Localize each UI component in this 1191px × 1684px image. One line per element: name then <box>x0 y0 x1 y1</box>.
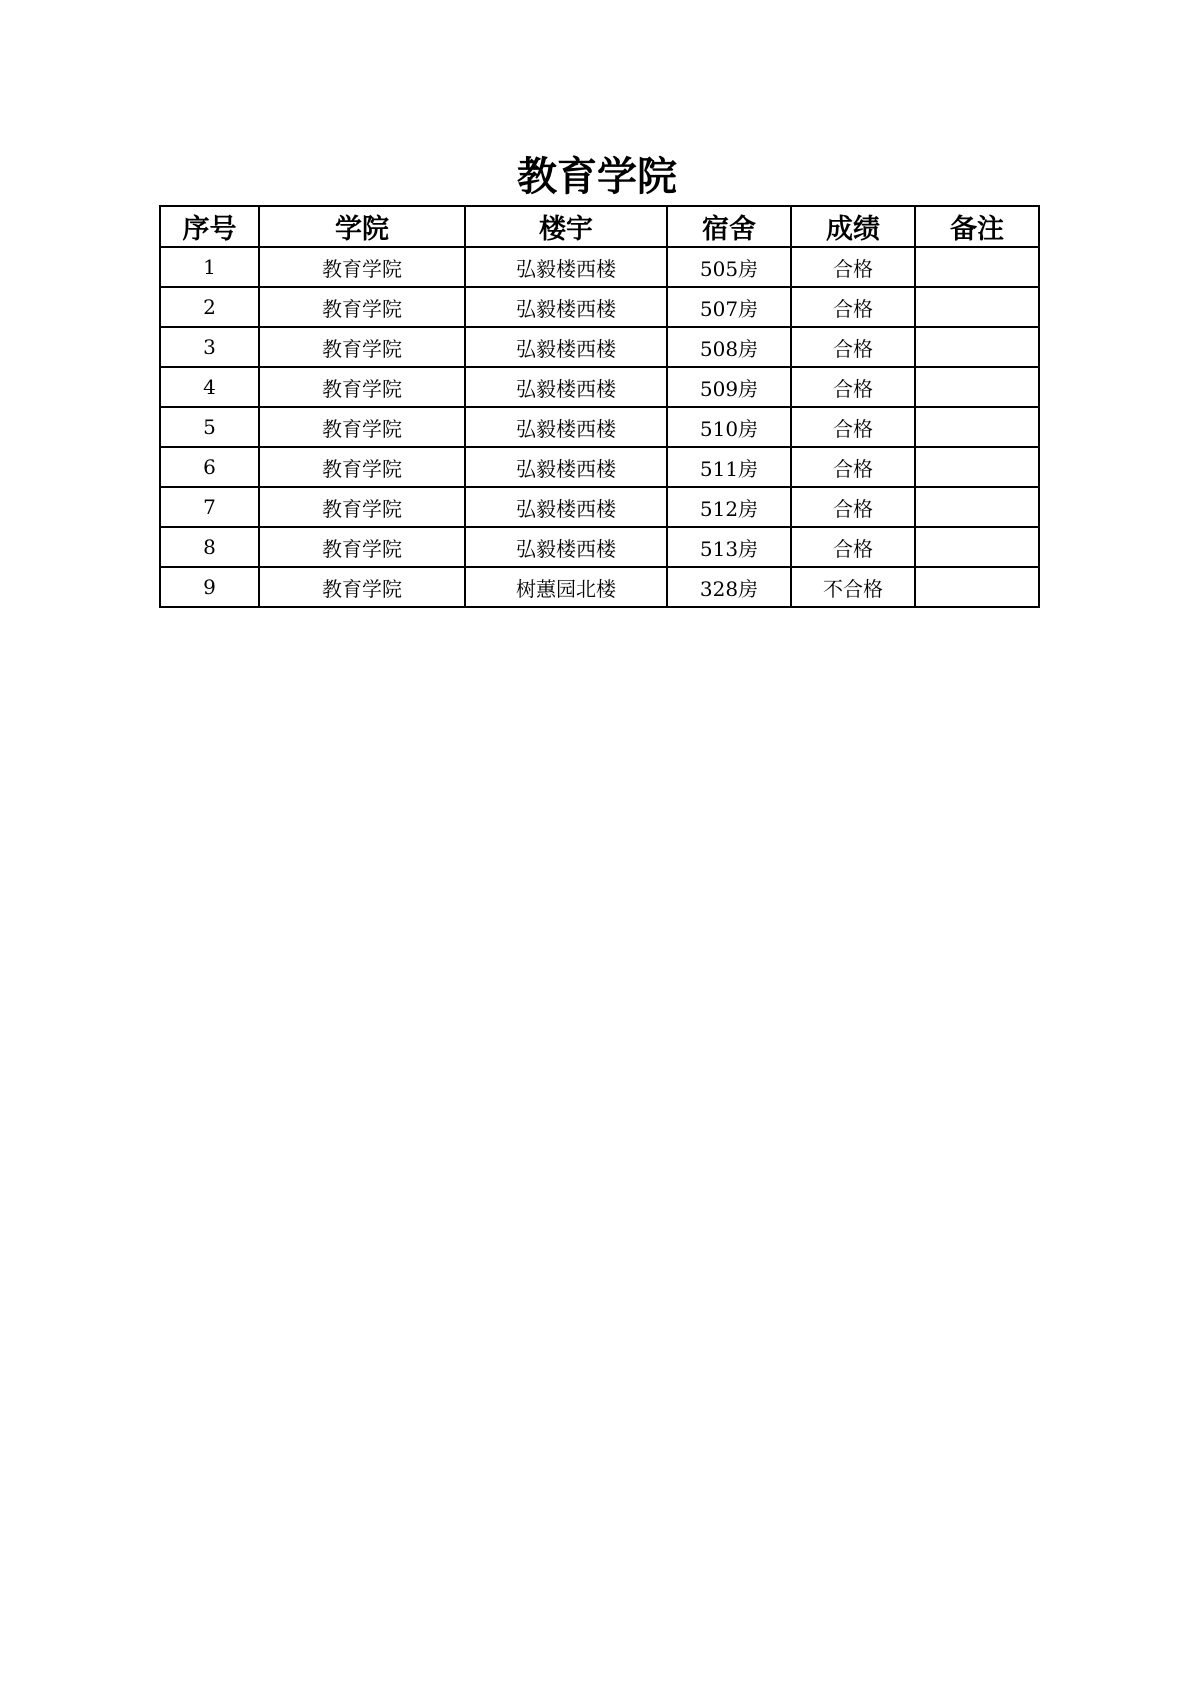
cell-dorm-room: 512房 <box>667 487 791 527</box>
cell-college: 教育学院 <box>259 407 465 447</box>
cell-remarks <box>915 567 1039 607</box>
cell-result: 合格 <box>791 407 915 447</box>
cell-building: 弘毅楼西楼 <box>465 367 667 407</box>
cell-college: 教育学院 <box>259 447 465 487</box>
cell-dorm-room: 505房 <box>667 247 791 287</box>
cell-serial-number: 2 <box>160 287 259 327</box>
cell-college: 教育学院 <box>259 567 465 607</box>
cell-dorm-room: 513房 <box>667 527 791 567</box>
cell-remarks <box>915 247 1039 287</box>
table-row <box>160 567 1039 607</box>
cell-serial-number: 9 <box>160 567 259 607</box>
cell-result: 合格 <box>791 327 915 367</box>
header-result: 成绩 <box>791 206 915 247</box>
table-row <box>160 447 1039 487</box>
cell-remarks <box>915 487 1039 527</box>
header-dorm-room: 宿舍 <box>667 206 791 247</box>
cell-result: 合格 <box>791 287 915 327</box>
cell-building: 弘毅楼西楼 <box>465 447 667 487</box>
header-building: 楼宇 <box>465 206 667 247</box>
cell-dorm-room: 328房 <box>667 567 791 607</box>
cell-serial-number: 6 <box>160 447 259 487</box>
table-row <box>160 247 1039 287</box>
header-college: 学院 <box>259 206 465 247</box>
cell-building: 弘毅楼西楼 <box>465 247 667 287</box>
cell-serial-number: 3 <box>160 327 259 367</box>
cell-college: 教育学院 <box>259 367 465 407</box>
header-serial-number: 序号 <box>160 206 259 247</box>
document-title: 教育学院 <box>517 154 677 200</box>
cell-remarks <box>915 407 1039 447</box>
cell-building: 弘毅楼西楼 <box>465 327 667 367</box>
cell-result: 合格 <box>791 367 915 407</box>
cell-remarks <box>915 327 1039 367</box>
cell-dorm-room: 511房 <box>667 447 791 487</box>
table-row <box>160 487 1039 527</box>
cell-result: 合格 <box>791 487 915 527</box>
cell-college: 教育学院 <box>259 287 465 327</box>
cell-dorm-room: 510房 <box>667 407 791 447</box>
cell-remarks <box>915 527 1039 567</box>
cell-building: 树蕙园北楼 <box>465 567 667 607</box>
cell-result: 合格 <box>791 247 915 287</box>
cell-dorm-room: 509房 <box>667 367 791 407</box>
header-remarks: 备注 <box>915 206 1039 247</box>
cell-serial-number: 5 <box>160 407 259 447</box>
cell-serial-number: 1 <box>160 247 259 287</box>
table-row <box>160 367 1039 407</box>
table-header-row <box>160 206 1039 247</box>
table-row <box>160 527 1039 567</box>
cell-college: 教育学院 <box>259 487 465 527</box>
cell-remarks <box>915 287 1039 327</box>
cell-remarks <box>915 367 1039 407</box>
cell-college: 教育学院 <box>259 247 465 287</box>
table-row <box>160 327 1039 367</box>
cell-result: 合格 <box>791 527 915 567</box>
table-row <box>160 287 1039 327</box>
cell-serial-number: 4 <box>160 367 259 407</box>
cell-building: 弘毅楼西楼 <box>465 287 667 327</box>
cell-building: 弘毅楼西楼 <box>465 407 667 447</box>
cell-dorm-room: 508房 <box>667 327 791 367</box>
cell-building: 弘毅楼西楼 <box>465 527 667 567</box>
cell-college: 教育学院 <box>259 327 465 367</box>
cell-remarks <box>915 447 1039 487</box>
cell-college: 教育学院 <box>259 527 465 567</box>
cell-serial-number: 8 <box>160 527 259 567</box>
cell-result: 合格 <box>791 447 915 487</box>
dormitory-inspection-table <box>159 205 1040 608</box>
cell-building: 弘毅楼西楼 <box>465 487 667 527</box>
cell-dorm-room: 507房 <box>667 287 791 327</box>
cell-serial-number: 7 <box>160 487 259 527</box>
cell-result: 不合格 <box>791 567 915 607</box>
table-row <box>160 407 1039 447</box>
